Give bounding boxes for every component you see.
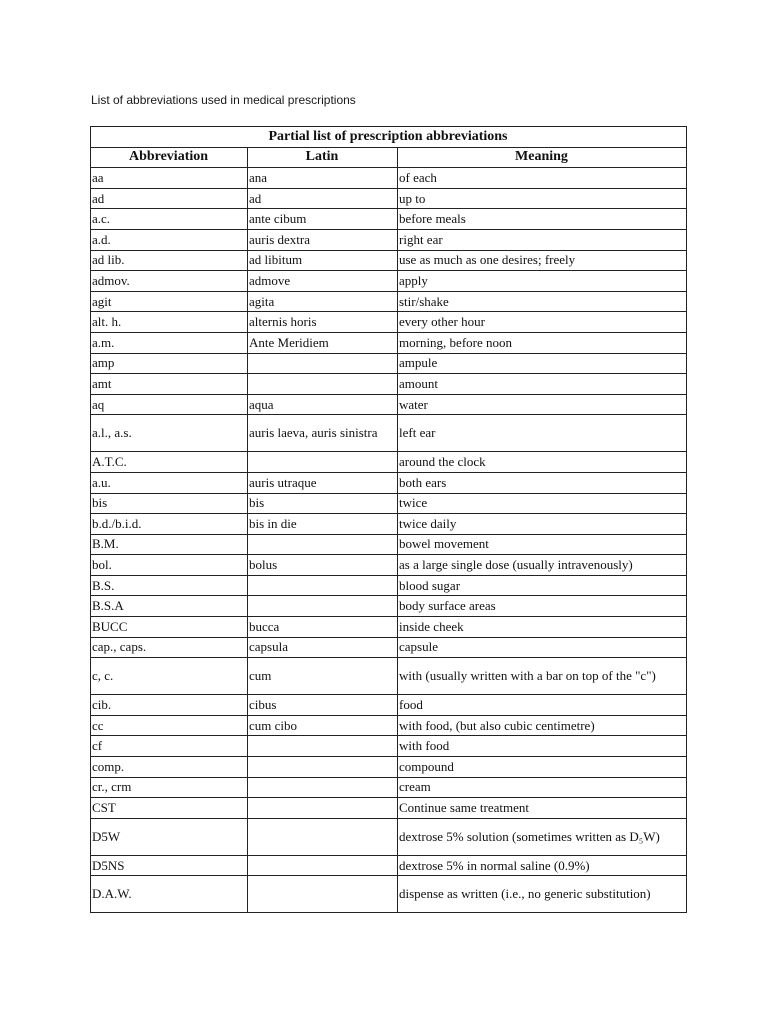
abbreviation-cell: cf bbox=[91, 736, 248, 757]
latin-cell: aqua bbox=[248, 394, 398, 415]
latin-cell: ana bbox=[248, 168, 398, 189]
table-row bbox=[91, 715, 687, 736]
abbreviation-cell: a.c. bbox=[91, 209, 248, 230]
meaning-cell: dispense as written (i.e., no generic substitution) bbox=[398, 876, 687, 913]
latin-cell bbox=[248, 452, 398, 473]
abbreviation-cell: aa bbox=[91, 168, 248, 189]
latin-cell: auris utraque bbox=[248, 472, 398, 493]
abbreviation-cell: ad bbox=[91, 188, 248, 209]
latin-cell bbox=[248, 534, 398, 555]
column-header-meaning: Meaning bbox=[398, 147, 687, 168]
latin-cell: cibus bbox=[248, 695, 398, 716]
abbreviation-cell: A.T.C. bbox=[91, 452, 248, 473]
table-row bbox=[91, 168, 687, 189]
meaning-cell: Continue same treatment bbox=[398, 798, 687, 819]
meaning-cell: with food bbox=[398, 736, 687, 757]
latin-cell bbox=[248, 798, 398, 819]
table-row bbox=[91, 555, 687, 576]
meaning-cell: twice bbox=[398, 493, 687, 514]
abbreviation-cell: a.d. bbox=[91, 229, 248, 250]
table-row bbox=[91, 596, 687, 617]
latin-cell: ante cibum bbox=[248, 209, 398, 230]
latin-cell: bucca bbox=[248, 617, 398, 638]
meaning-cell: capsule bbox=[398, 637, 687, 658]
abbreviations-table bbox=[90, 126, 687, 913]
table-row bbox=[91, 695, 687, 716]
meaning-cell: blood sugar bbox=[398, 575, 687, 596]
latin-cell: cum cibo bbox=[248, 715, 398, 736]
latin-cell: bolus bbox=[248, 555, 398, 576]
latin-cell bbox=[248, 757, 398, 778]
abbreviation-cell: admov. bbox=[91, 271, 248, 292]
meaning-cell: apply bbox=[398, 271, 687, 292]
abbreviation-cell: D5W bbox=[91, 818, 248, 855]
latin-cell bbox=[248, 596, 398, 617]
meaning-cell: stir/shake bbox=[398, 291, 687, 312]
table-row bbox=[91, 291, 687, 312]
abbreviation-cell: cib. bbox=[91, 695, 248, 716]
latin-cell: bis in die bbox=[248, 514, 398, 535]
table-row bbox=[91, 188, 687, 209]
abbreviation-cell: cr., crm bbox=[91, 777, 248, 798]
latin-cell: agita bbox=[248, 291, 398, 312]
table-row bbox=[91, 798, 687, 819]
table-row bbox=[91, 250, 687, 271]
latin-cell bbox=[248, 575, 398, 596]
latin-cell: ad libitum bbox=[248, 250, 398, 271]
abbreviation-cell: a.u. bbox=[91, 472, 248, 493]
document-heading: List of abbreviations used in medical prescriptions bbox=[91, 93, 356, 107]
abbreviation-cell: a.l., a.s. bbox=[91, 415, 248, 452]
table-row bbox=[91, 777, 687, 798]
table-row bbox=[91, 736, 687, 757]
table-row bbox=[91, 332, 687, 353]
table-row bbox=[91, 757, 687, 778]
meaning-cell: with (usually written with a bar on top of the "c") bbox=[398, 658, 687, 695]
table-row bbox=[91, 209, 687, 230]
table-row bbox=[91, 514, 687, 535]
table-row bbox=[91, 229, 687, 250]
meaning-cell: as a large single dose (usually intravenously) bbox=[398, 555, 687, 576]
meaning-cell: before meals bbox=[398, 209, 687, 230]
abbreviation-cell: amp bbox=[91, 353, 248, 374]
table-row bbox=[91, 534, 687, 555]
abbreviation-cell: cc bbox=[91, 715, 248, 736]
abbreviation-cell: aq bbox=[91, 394, 248, 415]
table-row bbox=[91, 394, 687, 415]
abbreviation-cell: D5NS bbox=[91, 855, 248, 876]
meaning-cell: inside cheek bbox=[398, 617, 687, 638]
abbreviation-cell: bis bbox=[91, 493, 248, 514]
table-row bbox=[91, 353, 687, 374]
meaning-cell: water bbox=[398, 394, 687, 415]
latin-cell: auris laeva, auris sinistra bbox=[248, 415, 398, 452]
meaning-cell: bowel movement bbox=[398, 534, 687, 555]
table-row bbox=[91, 818, 687, 855]
latin-cell: Ante Meridiem bbox=[248, 332, 398, 353]
abbreviation-cell: D.A.W. bbox=[91, 876, 248, 913]
meaning-cell: cream bbox=[398, 777, 687, 798]
abbreviation-cell: a.m. bbox=[91, 332, 248, 353]
latin-cell: bis bbox=[248, 493, 398, 514]
caption-row bbox=[91, 127, 687, 148]
table-caption: Partial list of prescription abbreviations bbox=[91, 127, 687, 148]
latin-cell bbox=[248, 777, 398, 798]
table-row bbox=[91, 452, 687, 473]
meaning-cell: right ear bbox=[398, 229, 687, 250]
table-row bbox=[91, 493, 687, 514]
meaning-cell: of each bbox=[398, 168, 687, 189]
table-body bbox=[91, 168, 687, 913]
latin-cell: cum bbox=[248, 658, 398, 695]
table-row bbox=[91, 472, 687, 493]
abbreviation-cell: b.d./b.i.d. bbox=[91, 514, 248, 535]
meaning-cell: every other hour bbox=[398, 312, 687, 333]
meaning-cell: body surface areas bbox=[398, 596, 687, 617]
meaning-cell: morning, before noon bbox=[398, 332, 687, 353]
abbreviation-cell: CST bbox=[91, 798, 248, 819]
latin-cell: auris dextra bbox=[248, 229, 398, 250]
latin-cell: ad bbox=[248, 188, 398, 209]
table-row bbox=[91, 855, 687, 876]
meaning-cell: with food, (but also cubic centimetre) bbox=[398, 715, 687, 736]
abbreviation-cell: ad lib. bbox=[91, 250, 248, 271]
column-header-row bbox=[91, 147, 687, 168]
meaning-cell: amount bbox=[398, 374, 687, 395]
column-header-abbreviation: Abbreviation bbox=[91, 147, 248, 168]
abbreviation-cell: cap., caps. bbox=[91, 637, 248, 658]
table-row bbox=[91, 876, 687, 913]
abbreviation-cell: B.S. bbox=[91, 575, 248, 596]
meaning-cell: left ear bbox=[398, 415, 687, 452]
latin-cell: alternis horis bbox=[248, 312, 398, 333]
abbreviation-cell: B.S.A bbox=[91, 596, 248, 617]
meaning-cell: compound bbox=[398, 757, 687, 778]
abbreviation-cell: bol. bbox=[91, 555, 248, 576]
meaning-cell: dextrose 5% in normal saline (0.9%) bbox=[398, 855, 687, 876]
latin-cell bbox=[248, 353, 398, 374]
table-row bbox=[91, 617, 687, 638]
table-head bbox=[91, 127, 687, 168]
abbreviation-cell: agit bbox=[91, 291, 248, 312]
abbreviation-cell: B.M. bbox=[91, 534, 248, 555]
meaning-cell: both ears bbox=[398, 472, 687, 493]
table-row bbox=[91, 312, 687, 333]
abbreviation-cell: amt bbox=[91, 374, 248, 395]
abbreviation-cell: BUCC bbox=[91, 617, 248, 638]
abbreviation-cell: alt. h. bbox=[91, 312, 248, 333]
column-header-latin: Latin bbox=[248, 147, 398, 168]
meaning-cell: use as much as one desires; freely bbox=[398, 250, 687, 271]
meaning-cell: around the clock bbox=[398, 452, 687, 473]
latin-cell: admove bbox=[248, 271, 398, 292]
table-row bbox=[91, 271, 687, 292]
latin-cell bbox=[248, 374, 398, 395]
meaning-cell: up to bbox=[398, 188, 687, 209]
abbreviation-cell: comp. bbox=[91, 757, 248, 778]
table-row bbox=[91, 637, 687, 658]
latin-cell: capsula bbox=[248, 637, 398, 658]
table-row bbox=[91, 658, 687, 695]
meaning-cell: dextrose 5% solution (sometimes written as D₅W) bbox=[398, 818, 687, 855]
latin-cell bbox=[248, 876, 398, 913]
table-row bbox=[91, 575, 687, 596]
abbreviation-cell: c, c. bbox=[91, 658, 248, 695]
meaning-cell: twice daily bbox=[398, 514, 687, 535]
latin-cell bbox=[248, 818, 398, 855]
table-row bbox=[91, 415, 687, 452]
latin-cell bbox=[248, 736, 398, 757]
table-row bbox=[91, 374, 687, 395]
meaning-cell: ampule bbox=[398, 353, 687, 374]
meaning-cell: food bbox=[398, 695, 687, 716]
latin-cell bbox=[248, 855, 398, 876]
